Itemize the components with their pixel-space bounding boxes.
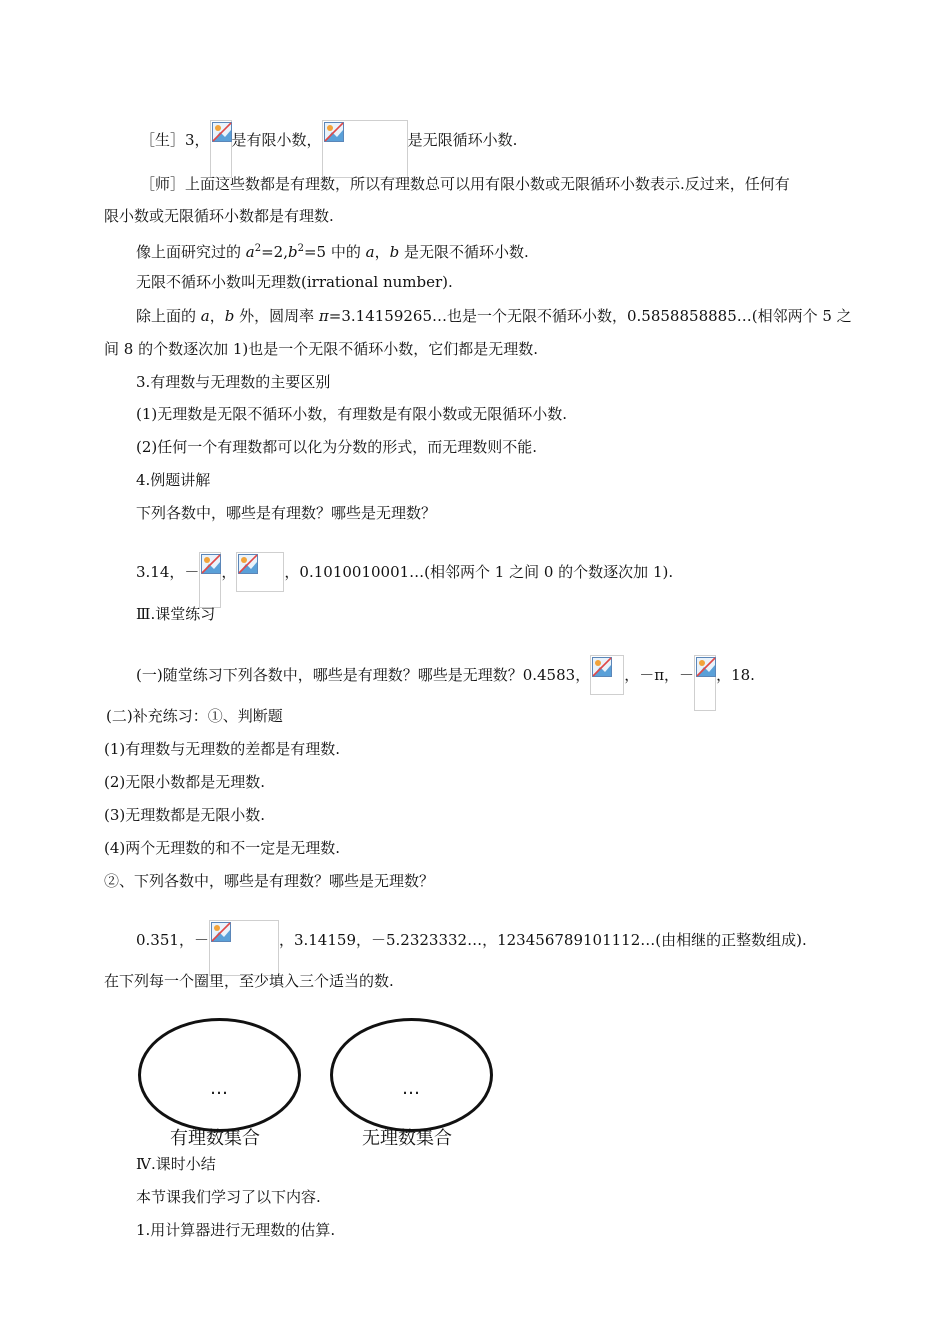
text-segment: ， <box>374 243 390 261</box>
broken-image-icon <box>238 554 258 574</box>
broken-image-icon <box>592 657 612 677</box>
text-segment: ，0.1010010001…(相邻两个 1 之间 0 的个数逐次加 1). <box>284 563 674 581</box>
text-segment: =5 中的 <box>303 243 366 261</box>
difference-item-2: (2)任何一个有理数都可以化为分数的形式，而无理数则不能. <box>136 438 538 456</box>
section-heading-difference: 3.有理数与无理数的主要区别 <box>136 373 331 391</box>
broken-image-icon <box>212 122 232 142</box>
text-segment: 是无限循环小数. <box>407 131 518 149</box>
section-heading-practice: Ⅲ.课堂练习 <box>136 605 216 623</box>
broken-image-icon <box>201 554 221 574</box>
text-segment: ，－π，－ <box>624 666 695 684</box>
formula-image <box>322 120 408 178</box>
text-segment: 外，圆周率 <box>234 307 319 325</box>
line-student-answer <box>140 120 517 150</box>
formula-image <box>210 120 232 178</box>
fill-circles-instruction: 在下列每一个圈里，至少填入三个适当的数. <box>104 972 394 990</box>
practice-question <box>136 655 755 685</box>
exponent: 2 <box>297 243 304 254</box>
formula-image <box>199 552 221 608</box>
formula-image <box>236 552 284 592</box>
line-irrational-definition: 无限不循环小数叫无理数(irrational number). <box>136 273 453 291</box>
text-segment: 是有限小数， <box>231 131 322 149</box>
summary-item-1: 1.用计算器进行无理数的估算. <box>136 1221 336 1239</box>
text-segment: ， <box>209 307 225 325</box>
text-segment: ，18. <box>716 666 755 684</box>
text-segment: =2, <box>261 243 288 261</box>
line-pi-example-cont: 间 8 的个数逐次加 1)也是一个无限不循环小数，它们都是无理数. <box>104 340 539 358</box>
rational-set-dots: … <box>210 1078 229 1099</box>
irrational-set-label: 无理数集合 <box>362 1128 452 1149</box>
formula-image <box>694 655 716 711</box>
true-false-item-3: (3)无理数都是无限小数. <box>104 806 266 824</box>
pi-symbol: π <box>318 307 329 325</box>
rational-set-oval <box>138 1018 301 1132</box>
section-heading-examples: 4.例题讲解 <box>136 471 211 489</box>
true-false-item-1: (1)有理数与无理数的差都是有理数. <box>104 740 341 758</box>
text-segment: ［生］3， <box>140 131 210 149</box>
line-teacher-2: 限小数或无限循环小数都是有理数. <box>104 207 334 225</box>
text-segment: 0.351，－ <box>136 931 209 949</box>
text-segment: 除上面的 <box>136 307 201 325</box>
text-segment: 像上面研究过的 <box>136 243 246 261</box>
var-a: a <box>200 307 210 325</box>
var-b: b <box>288 243 298 261</box>
text-segment: 3.14，－ <box>136 563 200 581</box>
example-numbers <box>136 552 673 582</box>
var-b: b <box>224 307 235 325</box>
line-ab-example <box>136 239 529 262</box>
text-segment: 是无限不循环小数. <box>399 243 529 261</box>
rational-set-label: 有理数集合 <box>170 1128 260 1149</box>
summary-intro: 本节课我们学习了以下内容. <box>136 1188 321 1206</box>
classify-question: ②、下列各数中，哪些是有理数？哪些是无理数？ <box>104 872 435 890</box>
text-segment: (一)随堂练习下列各数中，哪些是有理数？哪些是无理数？0.4583， <box>136 666 591 684</box>
line-teacher-1: ［师］上面这些数都是有理数，所以有理数总可以用有限小数或无限循环小数表示.反过来，任何有 <box>140 175 790 193</box>
broken-image-icon <box>696 657 716 677</box>
true-false-item-2: (2)无限小数都是无理数. <box>104 773 266 791</box>
irrational-set-oval <box>330 1018 493 1132</box>
var-a: a <box>365 243 375 261</box>
difference-item-1: (1)无理数是无限不循环小数，有理数是有限小数或无限循环小数. <box>136 405 568 423</box>
text-segment: =3.14159265…也是一个无限不循环小数，0.5858858885…(相邻两个 5 之 <box>328 307 852 325</box>
true-false-item-4: (4)两个无理数的和不一定是无理数. <box>104 839 341 857</box>
exponent: 2 <box>254 243 262 254</box>
section-heading-summary: Ⅳ.课时小结 <box>136 1155 216 1173</box>
formula-image <box>209 920 279 976</box>
broken-image-icon <box>211 922 231 942</box>
formula-image <box>590 655 624 695</box>
text-segment: ，3.14159，－5.2323332…，123456789101112…(由相继的正整数组成). <box>278 931 807 949</box>
line-pi-example <box>136 306 852 326</box>
var-b: b <box>389 243 400 261</box>
var-a: a <box>245 243 255 261</box>
example-question: 下列各数中，哪些是有理数？哪些是无理数？ <box>136 504 437 522</box>
broken-image-icon <box>324 122 344 142</box>
supplementary-heading: (二)补充练习：①、判断题 <box>106 707 283 725</box>
classify-numbers <box>136 920 807 950</box>
text-segment: ， <box>221 563 237 581</box>
irrational-set-dots: … <box>402 1078 421 1099</box>
